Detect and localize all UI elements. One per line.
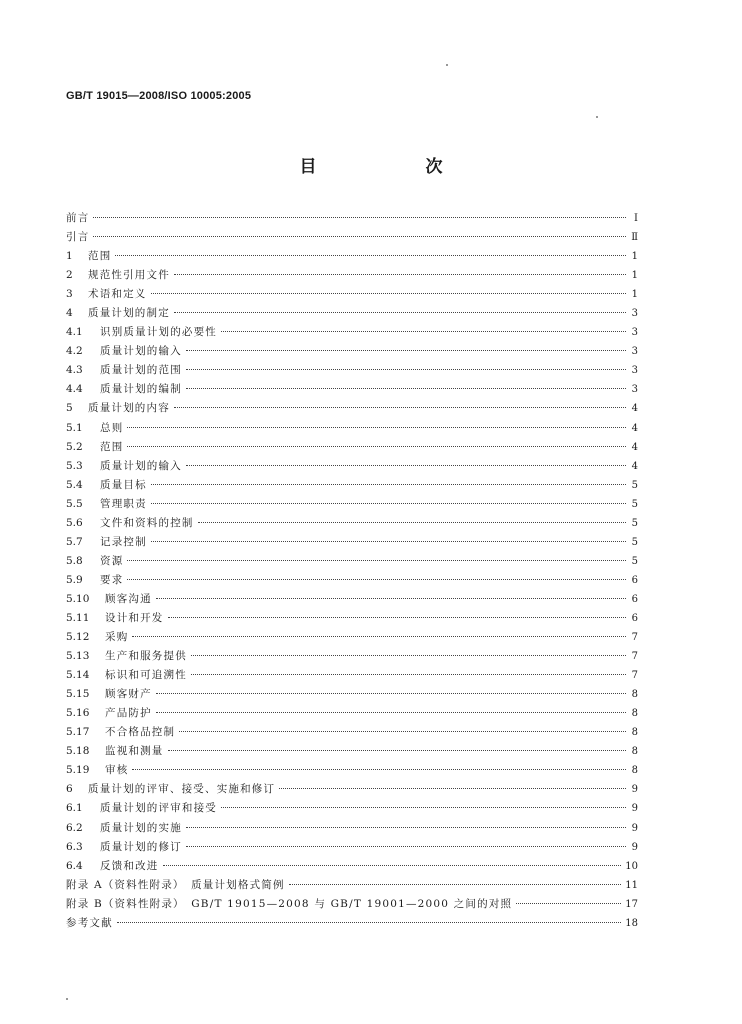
toc-entry[interactable] bbox=[66, 628, 638, 647]
toc-entry-page: 10 bbox=[625, 860, 638, 872]
toc-entry-title: 审核 bbox=[105, 764, 129, 777]
toc-dot-leader bbox=[156, 708, 626, 713]
toc-entry-number: 3 bbox=[66, 288, 73, 301]
toc-entry[interactable] bbox=[66, 876, 638, 895]
toc-entry-title: 文件和资料的控制 bbox=[100, 516, 194, 529]
toc-entry-page: 8 bbox=[631, 689, 638, 701]
toc-entry-page: 7 bbox=[631, 651, 638, 663]
toc-entry-title: 前言 bbox=[66, 212, 90, 224]
toc-entry[interactable] bbox=[66, 914, 638, 933]
toc-dot-leader bbox=[186, 823, 626, 828]
toc-dot-leader bbox=[115, 251, 626, 256]
toc-entry-number: 5.2 bbox=[66, 440, 83, 453]
toc-entry[interactable] bbox=[66, 323, 638, 342]
scan-speck bbox=[66, 998, 68, 1000]
toc-dot-leader bbox=[174, 308, 626, 313]
toc-dot-leader bbox=[221, 327, 626, 332]
toc-dot-leader bbox=[117, 918, 621, 923]
toc-entry-title: 管理职责 bbox=[100, 497, 147, 510]
toc-entry-page: 6 bbox=[631, 612, 638, 624]
toc-entry-number: 5.4 bbox=[66, 478, 83, 491]
toc-entry-title: 质量计划的输入 bbox=[100, 459, 182, 472]
toc-dot-leader bbox=[93, 232, 626, 237]
toc-entry-number: 5.8 bbox=[66, 554, 83, 567]
table-of-contents bbox=[66, 209, 638, 933]
toc-entry-page: 3 bbox=[631, 327, 638, 339]
toc-entry-page: 1 bbox=[631, 270, 638, 282]
toc-entry-title: 质量计划的制定 bbox=[88, 307, 170, 320]
toc-entry[interactable] bbox=[66, 419, 638, 438]
toc-dot-leader bbox=[168, 613, 627, 618]
toc-dot-leader bbox=[163, 861, 622, 866]
toc-dot-leader bbox=[132, 632, 626, 637]
toc-entry-page: 6 bbox=[631, 574, 638, 586]
toc-entry-number: 5.9 bbox=[66, 573, 83, 586]
toc-entry-number: 5.5 bbox=[66, 497, 83, 510]
toc-entry-title: 质量计划的评审和接受 bbox=[100, 802, 217, 815]
toc-entry-number: 4.1 bbox=[66, 326, 83, 339]
toc-entry-page: 8 bbox=[631, 746, 638, 758]
toc-entry-title: 范围 bbox=[100, 440, 124, 453]
toc-dot-leader bbox=[127, 556, 626, 561]
toc-dot-leader bbox=[156, 689, 626, 694]
toc-entry-title: 生产和服务提供 bbox=[105, 650, 187, 663]
toc-entry-number: 1 bbox=[66, 250, 73, 263]
toc-entry-title: 质量计划的实施 bbox=[100, 821, 182, 834]
toc-dot-leader bbox=[186, 365, 626, 370]
toc-entry-title: 质量计划的输入 bbox=[100, 345, 182, 358]
toc-entry-title: 识别质量计划的必要性 bbox=[100, 326, 217, 339]
toc-entry-title: 顾客财产 bbox=[105, 688, 152, 701]
toc-entry-title: 附录 A（资料性附录） 质量计划格式简例 bbox=[66, 878, 285, 891]
toc-dot-leader bbox=[191, 651, 626, 656]
toc-entry-page: 8 bbox=[631, 727, 638, 739]
toc-entry-page: 7 bbox=[631, 632, 638, 644]
toc-entry[interactable] bbox=[66, 647, 638, 666]
toc-entry-number: 6.2 bbox=[66, 821, 83, 834]
toc-entry-title: 总则 bbox=[100, 421, 124, 434]
toc-entry-page: 4 bbox=[631, 460, 638, 472]
toc-entry-title: 质量计划的评审、接受、实施和修订 bbox=[88, 783, 276, 796]
toc-entry[interactable] bbox=[66, 780, 638, 799]
toc-dot-leader bbox=[186, 461, 626, 466]
toc-entry-page: 5 bbox=[631, 479, 638, 491]
toc-dot-leader bbox=[279, 784, 626, 789]
toc-entry[interactable] bbox=[66, 228, 638, 247]
toc-dot-leader bbox=[151, 480, 626, 485]
toc-entry-number: 6.1 bbox=[66, 802, 83, 815]
toc-entry-number: 5.10 bbox=[66, 592, 90, 605]
toc-dot-leader bbox=[156, 594, 626, 599]
toc-entry[interactable] bbox=[66, 399, 638, 418]
toc-entry-page: 5 bbox=[631, 498, 638, 510]
toc-entry-number: 5.6 bbox=[66, 516, 83, 529]
toc-entry[interactable] bbox=[66, 609, 638, 628]
toc-entry-title: 质量计划的编制 bbox=[100, 383, 182, 396]
toc-dot-leader bbox=[127, 442, 626, 447]
toc-entry-page: Ⅱ bbox=[631, 232, 638, 244]
toc-entry-number: 5.13 bbox=[66, 650, 90, 663]
toc-entry-page: 6 bbox=[631, 593, 638, 605]
toc-entry-page: 8 bbox=[631, 765, 638, 777]
toc-entry[interactable] bbox=[66, 209, 638, 228]
toc-entry-page: 3 bbox=[631, 384, 638, 396]
toc-entry[interactable] bbox=[66, 571, 638, 590]
toc-dot-leader bbox=[179, 727, 626, 732]
toc-entry[interactable] bbox=[66, 304, 638, 323]
toc-entry[interactable] bbox=[66, 285, 638, 304]
toc-entry-number: 6 bbox=[66, 783, 73, 796]
toc-entry-title: 规范性引用文件 bbox=[88, 269, 170, 282]
toc-entry[interactable] bbox=[66, 438, 638, 457]
toc-dot-leader bbox=[151, 537, 626, 542]
toc-entry-title: 范围 bbox=[88, 250, 112, 263]
toc-entry[interactable] bbox=[66, 704, 638, 723]
toc-entry-page: 3 bbox=[631, 365, 638, 377]
toc-entry-title: 不合格品控制 bbox=[105, 726, 176, 739]
toc-entry[interactable] bbox=[66, 495, 638, 514]
toc-entry-title: 质量计划的修订 bbox=[100, 840, 182, 853]
toc-entry-number: 5.7 bbox=[66, 535, 83, 548]
toc-entry-page: 5 bbox=[631, 555, 638, 567]
toc-entry-number: 6.4 bbox=[66, 859, 83, 872]
toc-entry-page: 3 bbox=[631, 308, 638, 320]
toc-dot-leader bbox=[186, 842, 626, 847]
toc-dot-leader bbox=[93, 213, 626, 218]
toc-entry[interactable] bbox=[66, 361, 638, 380]
toc-entry-page: 3 bbox=[631, 346, 638, 358]
toc-entry-number: 5.15 bbox=[66, 688, 90, 701]
toc-entry[interactable] bbox=[66, 857, 638, 876]
toc-entry[interactable] bbox=[66, 838, 638, 857]
toc-entry-page: 8 bbox=[631, 708, 638, 720]
toc-entry-title: 标识和可追溯性 bbox=[105, 669, 187, 682]
toc-entry-title: 资源 bbox=[100, 554, 124, 567]
toc-entry[interactable] bbox=[66, 457, 638, 476]
toc-entry-title: 记录控制 bbox=[100, 535, 147, 548]
toc-entry-number: 5.19 bbox=[66, 764, 90, 777]
toc-entry-title: 参考文献 bbox=[66, 916, 113, 929]
toc-entry-number: 5.12 bbox=[66, 631, 90, 644]
toc-entry-number: 5.17 bbox=[66, 726, 90, 739]
toc-entry-page: Ⅰ bbox=[634, 213, 638, 224]
toc-entry-page: 11 bbox=[625, 879, 638, 891]
toc-entry-page: 1 bbox=[631, 251, 638, 263]
toc-dot-leader bbox=[151, 289, 627, 294]
toc-entry[interactable] bbox=[66, 799, 638, 818]
toc-entry-number: 5.11 bbox=[66, 611, 90, 624]
toc-entry-number: 5.3 bbox=[66, 459, 83, 472]
toc-dot-leader bbox=[186, 346, 626, 351]
toc-entry-title: 产品防护 bbox=[105, 707, 152, 720]
toc-entry-number: 2 bbox=[66, 269, 73, 282]
toc-entry[interactable] bbox=[66, 742, 638, 761]
standard-code: GB/T 19015—2008/ISO 10005:2005 bbox=[66, 90, 252, 102]
toc-entry[interactable] bbox=[66, 380, 638, 399]
toc-entry-page: 9 bbox=[631, 841, 638, 853]
toc-entry-number: 5.14 bbox=[66, 669, 90, 682]
toc-dot-leader bbox=[289, 880, 622, 885]
toc-entry-page: 1 bbox=[631, 289, 638, 301]
toc-entry-title: 反馈和改进 bbox=[100, 859, 159, 872]
toc-entry[interactable] bbox=[66, 685, 638, 704]
toc-entry-page: 18 bbox=[625, 917, 638, 929]
toc-entry[interactable] bbox=[66, 723, 638, 742]
toc-entry-number: 5 bbox=[66, 402, 73, 415]
toc-entry[interactable] bbox=[66, 247, 638, 266]
toc-dot-leader bbox=[127, 423, 626, 428]
toc-entry[interactable] bbox=[66, 552, 638, 571]
toc-entry-title: 质量目标 bbox=[100, 478, 147, 491]
toc-dot-leader bbox=[191, 670, 626, 675]
page-title: 目 次 bbox=[299, 157, 489, 177]
toc-entry-title: 要求 bbox=[100, 573, 124, 586]
toc-entry-title: 质量计划的内容 bbox=[88, 402, 170, 415]
toc-entry-title: 监视和测量 bbox=[105, 745, 164, 758]
toc-entry-title: 采购 bbox=[105, 631, 129, 644]
toc-entry-page: 9 bbox=[631, 784, 638, 796]
toc-entry-page: 4 bbox=[631, 403, 638, 415]
toc-entry[interactable] bbox=[66, 514, 638, 533]
toc-entry-number: 4 bbox=[66, 307, 73, 320]
toc-entry-title: 引言 bbox=[66, 231, 90, 244]
scan-speck bbox=[446, 64, 448, 66]
toc-entry-title: 术语和定义 bbox=[88, 288, 147, 301]
toc-entry[interactable] bbox=[66, 342, 638, 361]
toc-entry[interactable] bbox=[66, 590, 638, 609]
toc-entry-number: 4.3 bbox=[66, 364, 83, 377]
toc-dot-leader bbox=[221, 803, 626, 808]
toc-entry[interactable] bbox=[66, 666, 638, 685]
toc-entry-page: 4 bbox=[631, 441, 638, 453]
toc-dot-leader bbox=[127, 575, 626, 580]
toc-entry-number: 5.18 bbox=[66, 745, 90, 758]
toc-dot-leader bbox=[516, 899, 621, 904]
toc-entry-page: 4 bbox=[631, 422, 638, 434]
toc-entry[interactable] bbox=[66, 533, 638, 552]
toc-entry[interactable] bbox=[66, 476, 638, 495]
toc-entry-number: 6.3 bbox=[66, 840, 83, 853]
toc-entry[interactable] bbox=[66, 895, 638, 914]
toc-entry-number: 4.2 bbox=[66, 345, 83, 358]
toc-entry-title: 质量计划的范围 bbox=[100, 364, 182, 377]
toc-dot-leader bbox=[168, 746, 627, 751]
toc-entry[interactable] bbox=[66, 761, 638, 780]
toc-entry-page: 5 bbox=[631, 536, 638, 548]
toc-entry-page: 9 bbox=[631, 803, 638, 815]
toc-entry-number: 4.4 bbox=[66, 383, 83, 396]
scan-speck bbox=[596, 116, 598, 118]
toc-entry-title: 顾客沟通 bbox=[105, 592, 152, 605]
toc-entry-page: 17 bbox=[625, 898, 638, 910]
toc-entry[interactable] bbox=[66, 819, 638, 838]
toc-entry-number: 5.16 bbox=[66, 707, 90, 720]
toc-entry-title: 设计和开发 bbox=[105, 611, 164, 624]
toc-dot-leader bbox=[151, 499, 626, 504]
toc-entry-title: 附录 B（资料性附录） GB/T 19015—2008 与 GB/T 19001—2000 之间的对照 bbox=[66, 897, 513, 910]
toc-entry-page: 5 bbox=[631, 517, 638, 529]
toc-entry-number: 5.1 bbox=[66, 421, 83, 434]
toc-entry-page: 7 bbox=[631, 670, 638, 682]
toc-entry-page: 9 bbox=[631, 822, 638, 834]
toc-dot-leader bbox=[174, 403, 626, 408]
toc-dot-leader bbox=[132, 765, 626, 770]
toc-dot-leader bbox=[174, 270, 626, 275]
toc-dot-leader bbox=[198, 518, 626, 523]
toc-entry[interactable] bbox=[66, 266, 638, 285]
toc-dot-leader bbox=[186, 384, 626, 389]
